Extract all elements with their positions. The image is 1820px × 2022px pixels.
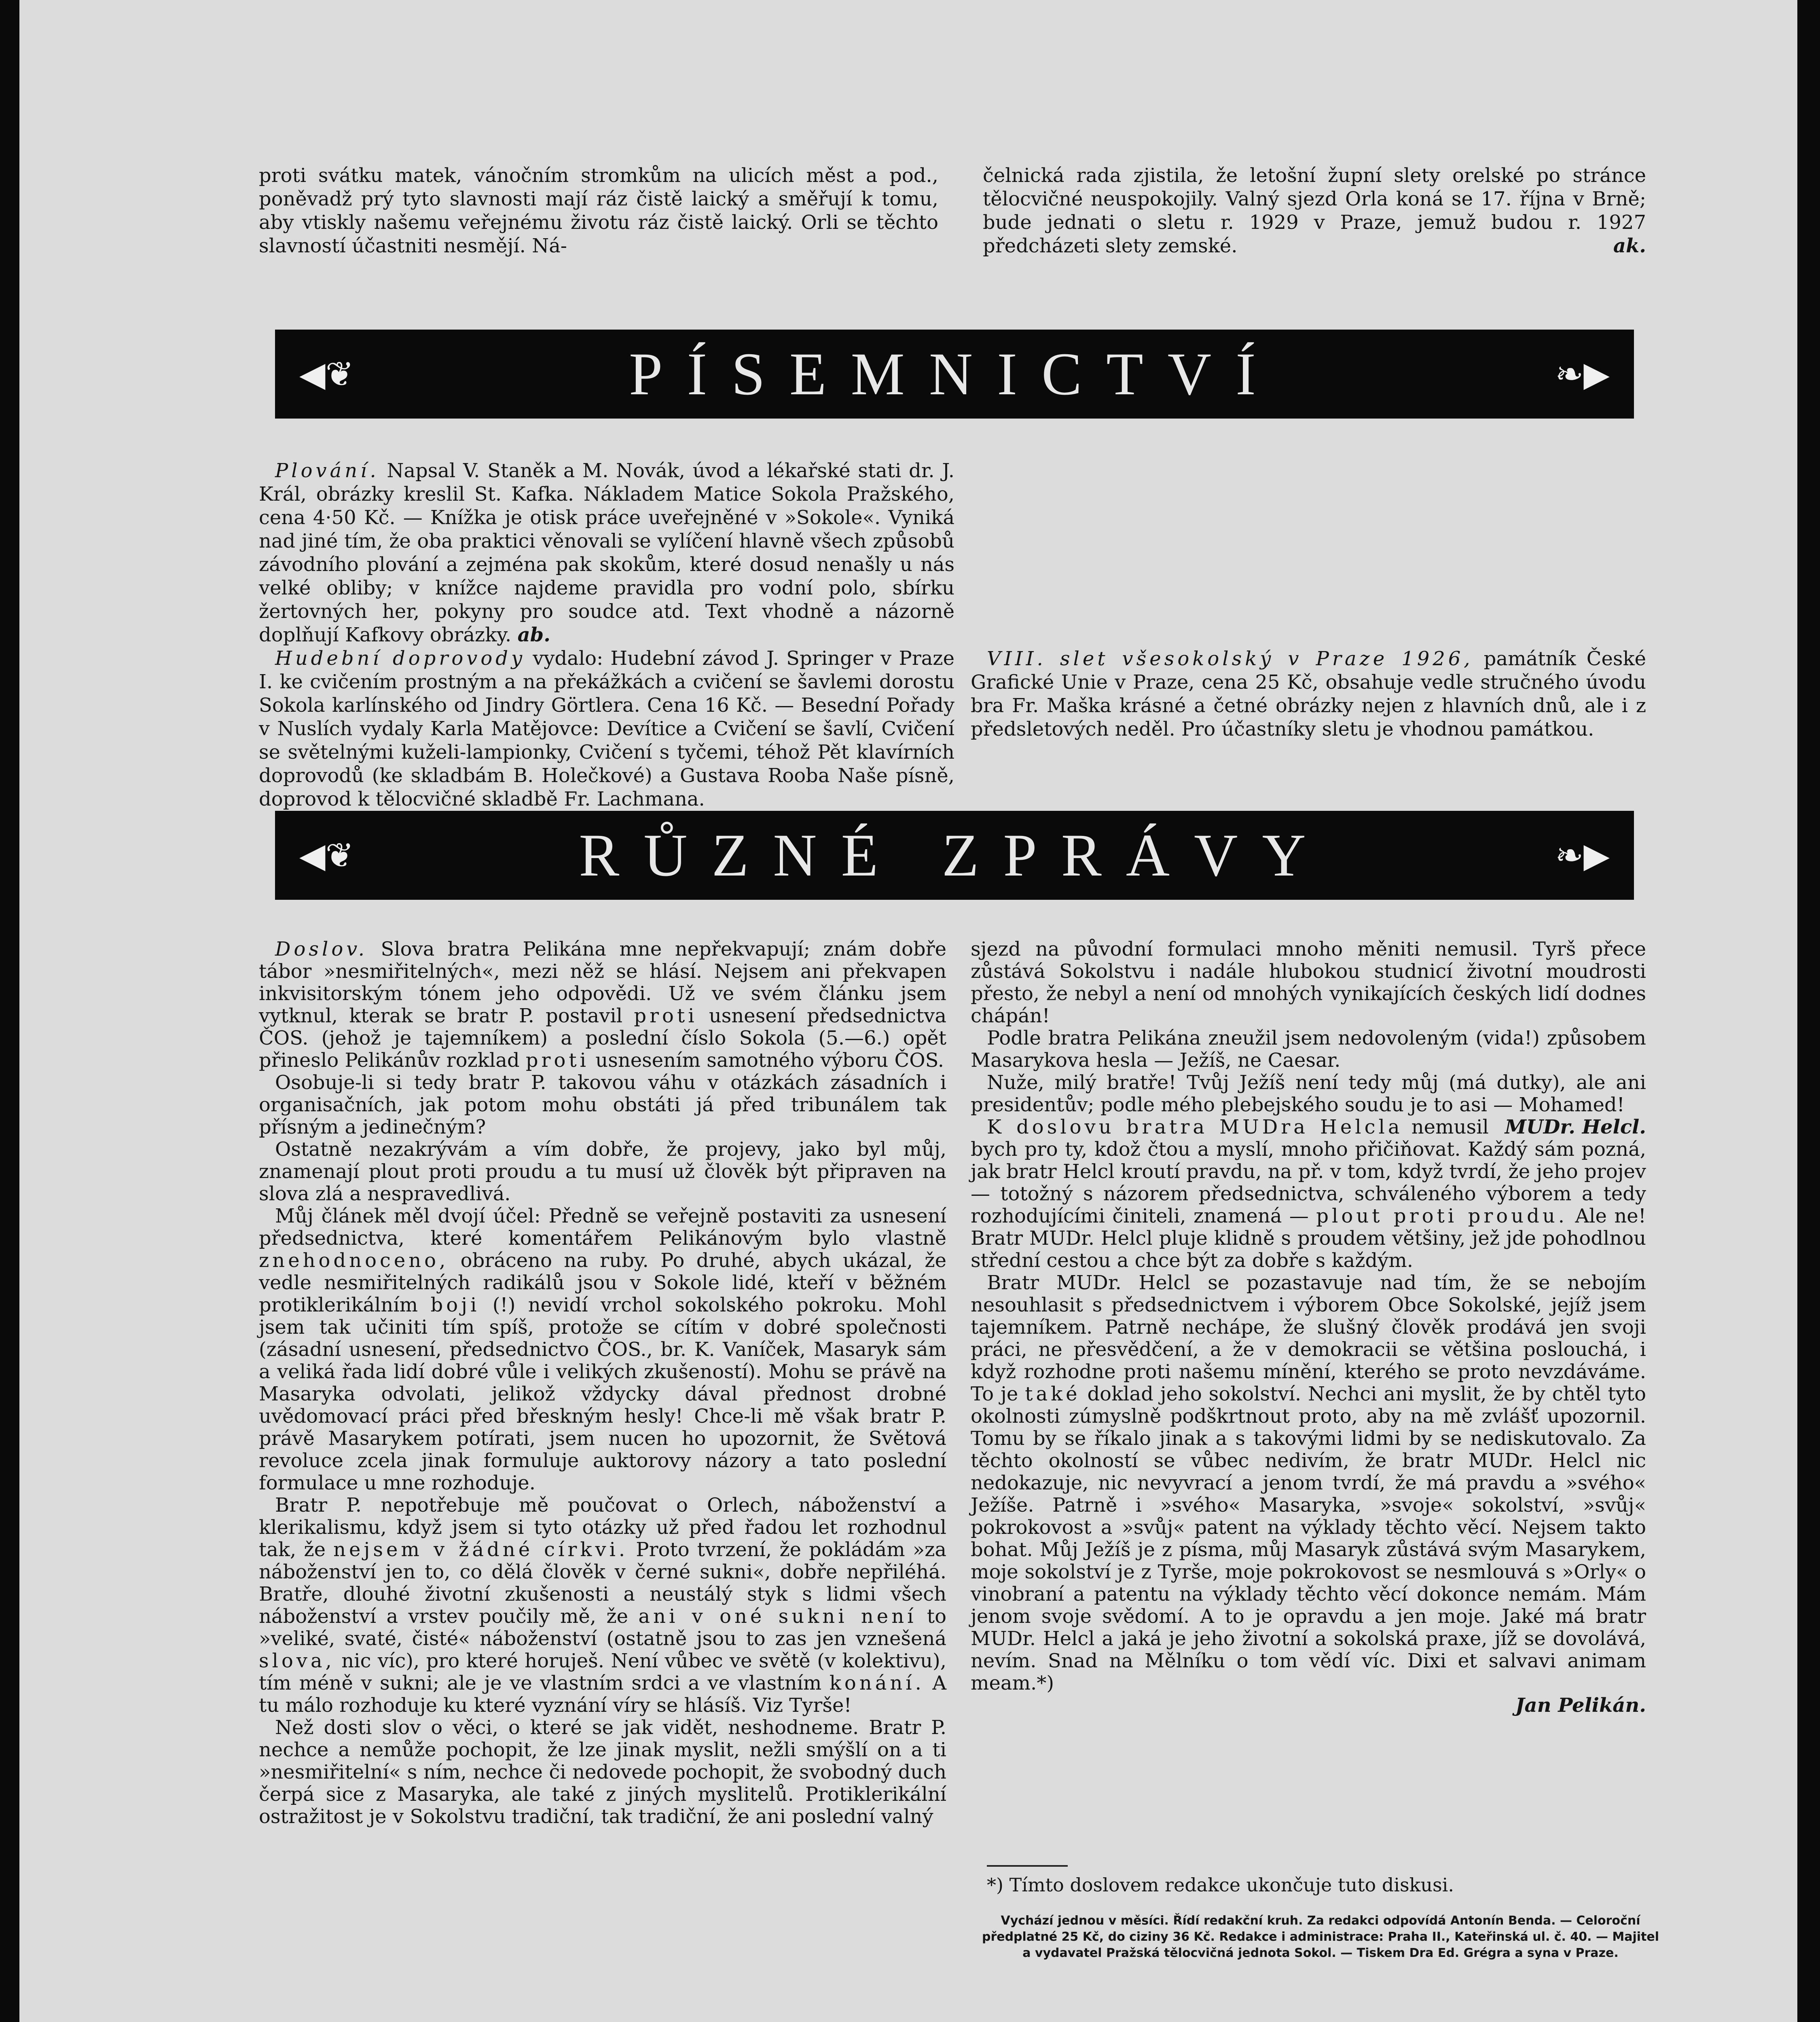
- footnote-text: *) Tímto doslovem redakce ukončuje tuto diskusi.: [987, 1874, 1454, 1896]
- top-right-column: [983, 164, 1646, 258]
- review-hudebni: Hudební doprovody vydalo: Hudební závod J. Springer v Praze I. ke cvičením prostným a na překážkách a cvičení se šavlemi dorostu Sokola karlínského od Jindry Görtlera. Cena 16 Kč. — Besední Pořady v Nuslích vydaly Karla Matějovce: Devítice a Cvičení se šavlí, Cvičení se světelnými kuželi-lampionky, Cvičení s tyčemi, téhož Pět klavírních doprovodů (ke skladbám B. Holečkové) a Gustava Rooba Naše písně, doprovod k tělocvičné skladbě Fr. Lachmana.: [259, 647, 954, 810]
- signature-helcl: MUDr. Helcl.: [1505, 1116, 1646, 1138]
- reply-p1: sjezd na původní formulaci mnoho měniti nemusil. Tyrš přece zůstává Sokolstvu i nadále hlubokou studnicí životní moudrosti přesto, že nebyl a není od mnohých vynikajících českých lidí dodnes chápán!: [971, 938, 1646, 1027]
- section-title-ruzne-zpravy: RŮZNÉ ZPRÁVY: [579, 822, 1330, 889]
- reply-p3: Nuže, milý bratře! Tvůj Ježíš není tedy můj (má dutky), ale ani presidentův; podle mého plebejského soudu je to asi — Mohamed! MUDr. Helcl.: [971, 1071, 1646, 1138]
- pis-right-column: [971, 647, 1646, 741]
- doslov-p1: Doslov. Slova bratra Pelikána mne nepřekvapují; znám dobře tábor »nesmiřitelných«, mezi něž se hlásí. Nejsem ani překvapen inkvisitorským tónem jeho odpovědi. Už ve svém článku jsem vytknul, kterak se bratr P. postavil proti usnesení předsednictva ČOS. (jehož je tajemníkem) a poslední číslo Sokola (5.—6.) opět přineslo Pelikánův rozklad proti usnesením samotného výboru ČOS.: [259, 938, 946, 1072]
- top-left-column: [259, 164, 938, 258]
- doslov-label: Doslov.: [275, 938, 368, 960]
- footnote-rule: [987, 1865, 1068, 1867]
- signature-pelikan: Jan Pelikán.: [1515, 1694, 1646, 1717]
- review-label-plovani: Plování.: [275, 459, 379, 482]
- banner-pisemnictvi: [275, 330, 1634, 419]
- ornament-right-icon: ❧▶: [1555, 354, 1610, 394]
- doslov-p4: Můj článek měl dvojí účel: Předně se veřejně postaviti za usnesení předsednictva, které komentářem Pelikánovým bylo vlastně znehodnoceno, obráceno na ruby. Po druhé, abych ukázal, že vedle nesmiřitelných radikálů jsou v Sokole lidé, kteří v běžném protiklerikálním boji (!) nevidí vrchol sokolského pokroku. Mohl jsem tak učiniti tím spíš, protože se cítím v dobré společnosti (zásadní usnesení, předsednictvo ČOS., br. K. Vaníček, Masaryk sám a veliká řada lidí dobré vůle i velikých zkušeností). Mohu se právě na Masaryka odvolati, jelikož vždycky dával přednost drobné uvědomovací práci před břeskným hesly! Chce-li mě však bratr P. právě Masarykem potírati, jsem nucen ho upozornit, že Světová revoluce zcela jinak formuluje auktorovy názory a tato poslední formulace u mne rozhoduje.: [259, 1205, 946, 1494]
- section-title-pisemnictvi: PÍSEMNICTVÍ: [629, 341, 1280, 408]
- scan-edge-right: [1797, 0, 1820, 2022]
- review-label-slet: VIII. slet všesokolský v Praze 1926,: [987, 647, 1473, 670]
- banner-ruzne-zpravy: [275, 811, 1634, 900]
- ornament-right-icon: ❧▶: [1555, 835, 1610, 875]
- doslov-p6: Než dosti slov o věci, o které se jak vidět, neshodneme. Bratr P. nechce a nemůže pochopit, že lze jinak myslit, nežli smýšlí on a ti »nesmiřitelní« s ním, nechce či nedovede pochopit, že svobodný duch čerpá sice z Masaryka, ale také z jiných myslitelů. Protiklerikální ostražitost je v Sokolstvu tradiční, tak tradiční, že ani poslední valný: [259, 1716, 946, 1828]
- footnote: [987, 1865, 1594, 1896]
- top-right-paragraph: čelnická rada zjistila, že letošní župní slety orelské po stránce tělocvičné neuspokojily. Valný sjezd Orla koná se 17. října v Brně; bude jednati o sletu r. 1929 v Praze, jemuž budou r. 1927 předcházeti slety zemské. ak.: [983, 164, 1646, 257]
- reply-label: K doslovu bratra MUDra Helcla: [987, 1116, 1403, 1138]
- imprint: Vychází jednou v měsíci. Řídí redakční kruh. Za redakci odpovídá Antonín Benda. — Celoroční předplatné 25 Kč, do ciziny 36 Kč. Redakce i administrace: Praha II., Kateřinská ul. č. 40. — Majitel a vydavatel Pražská tělocvičná jednota Sokol. — Tiskem Dra Ed. Grégra a syna v Praze.: [982, 1914, 1659, 1960]
- signature-ak: ak.: [1613, 235, 1646, 257]
- reply-p4: K doslovu bratra MUDra Helcla nemusil bych pro ty, kdož čtou a myslí, mnoho přičiňovat. Každý sám pozná, jak bratr Helcl kroutí pravdu, na př. v tom, když tvrdí, že jeho projev — totožný s názorem předsednictva, schváleného výborem a tedy rozhodujícími činiteli, znamená — plout proti proudu. Ale ne! Bratr MUDr. Helcl pluje klidně s proudem většiny, jež jde pohodlnou střední cestou a chce být za dobře s každým.: [971, 1116, 1646, 1272]
- scan-edge-left: [0, 0, 19, 2022]
- doslov-p3: Ostatně nezakrývám a vím dobře, že projevy, jako byl můj, znamenají plout proti proudu a tu musí už člověk být připraven na slova zlá a nespravedlivá.: [259, 1138, 946, 1205]
- ruz-right-column: [971, 938, 1646, 1717]
- reply-p5: Bratr MUDr. Helcl se pozastavuje nad tím, že se nebojím nesouhlasit s předsednictvem i výborem Obce Sokolské, jejíž jsem tajemníkem. Patrně nechápe, že slušný člověk prodává jen svoji práci, ne přesvědčení, a že v demokracii se většina poslouchá, i když rozhodne proti našemu mínění, kterého se proto nevzdáváme. To je také doklad jeho sokolství. Nechci ani myslit, že by chtěl tyto okolnosti zúmyslně podškrtnout proto, aby na mě zvlášť upozornil. Tomu by se říkalo jinak a s takovými lidmi by se nediskutovalo. Za těchto okolností se vůbec nedivím, že bratr MUDr. Helcl nic nedokazuje, nic nevyvrací a jenom tvrdí, že má pravdu a »svého« Ježíše. Patrně i »svého« Masaryka, »svoje« sokolství, »svůj« pokrokovost a »svůj« patent na výklady těchto věcí. Nejsem takto bohat. Můj Ježíš je z písma, můj Masaryk zůstává svým Masarykem, moje sokolství je z Tyrše, moje pokrokovost se nesmlouvá s »Orly« o vinobraní a patentu na výklady těchto věcí dokonce nemám. Mám jenom svoje svědomí. A to je opravdu a jen moje. Jaké má bratr MUDr. Helcl a jaká je jeho životní a sokolská praxe, jíž se dovolává, nevím. Snad na Mělníku o tom vědí víc. Dixi et salvavi animam meam.*): [971, 1271, 1646, 1694]
- pis-left-column: [259, 459, 954, 811]
- review-slet: VIII. slet všesokolský v Praze 1926, památník České Grafické Unie v Praze, cena 25 Kč, obsahuje vedle stručného úvodu bra Fr. Maška krásné a četné obrázky nejen z hlavních dnů, ale i z předsletových neděl. Pro účastníky sletu je vhodnou památkou.: [971, 647, 1646, 740]
- review-plovani: Plování. Napsal V. Staněk a M. Novák, úvod a lékařské stati dr. J. Král, obrázky kreslil St. Kafka. Nákladem Matice Sokola Pražského, cena 4·50 Kč. — Knížka je otisk práce uveřejněné v »Sokole«. Vyniká nad jiné tím, že oba praktici věnovali se vylíčení hlavně všech způsobů závodního plování a zejména pak skokům, které dosud nenašly u nás velké obliby; v knížce najdeme pravidla pro vodní polo, sbírku žertovných her, pokyny pro soudce atd. Text vhodně a názorně doplňují Kafkovy obrázky. ab.: [259, 459, 954, 646]
- ruz-left-column: [259, 938, 946, 1828]
- ornament-left-icon: ◀❦: [299, 835, 354, 875]
- doslov-p2: Osobuje-li si tedy bratr P. takovou váhu v otázkách zásadních i organisačních, jak potom mohu obstáti já před tribunálem tak přísným a jedinečným?: [259, 1071, 946, 1138]
- signature-ab: ab.: [517, 624, 550, 646]
- top-left-paragraph: proti svátku matek, vánočním stromkům na ulicích měst a pod., poněvadž prý tyto slavnosti mají ráz čistě laický a směřují k tomu, aby vtiskly našemu veřejnému životu ráz čistě laický. Orli se těchto slavností účastniti nesmějí. Ná-: [259, 164, 938, 257]
- doslov-p5: Bratr P. nepotřebuje mě poučovat o Orlech, náboženství a klerikalismu, když jsem si tyto otázky už před řadou let rozhodnul tak, že nejsem v žádné církvi. Proto tvrzení, že pokládám »za náboženství jen to, co dělá člověk v černé sukni«, dobře nepřiléhá. Bratře, dlouhé životní zkušenosti a neustálý styk s lidmi všech náboženství a vrstev poučily mě, že ani v oné sukni není to »veliké, svaté, čisté« náboženství (ostatně jsou to zas jen vznešená slova, nic víc), pro které horuješ. Není vůbec ve světě (v kolektivu), tím méně v sukni; ale je ve vlastním srdci a ve vlastním konání. A tu málo rozhoduje ku které vyznání víry se hlásíš. Viz Tyrše!: [259, 1494, 947, 1717]
- review-label-hudebni: Hudební doprovody: [275, 647, 526, 670]
- reply-p2: Podle bratra Pelikána zneužil jsem nedovoleným (vida!) způsobem Masarykova hesla — Ježíš, ne Caesar.: [971, 1027, 1646, 1072]
- ornament-left-icon: ◀❦: [299, 354, 354, 394]
